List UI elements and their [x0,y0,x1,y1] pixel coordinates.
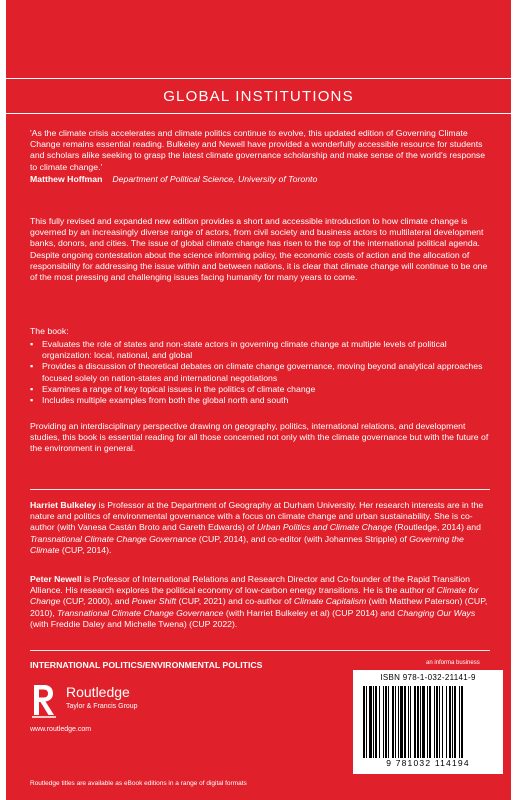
barcode-bar [434,686,435,758]
barcode-bar [408,686,409,758]
isbn-label: ISBN 978-1-032-21141-9 [380,673,476,682]
the-book-label: The book: [30,326,69,336]
ebook-footnote: Routledge titles are available as eBook editions in a range of digital formats [30,780,247,787]
quote-author: Matthew Hoffman [30,173,103,184]
barcode-bar [452,686,453,758]
feature-item: ▪ Provides a discussion of theoretical debates on climate change governance, moving beyond analytical approaches focused solely on nation-states and international negotiations [30,361,490,383]
barcode-bar [410,686,411,758]
barcode-bar [420,686,421,758]
barcode-bar [392,686,394,758]
barcode-bar [449,686,451,758]
barcode-bar [427,686,428,758]
barcode-icon [361,686,495,758]
barcode-bar [442,686,443,758]
barcode-bar [461,686,463,758]
feature-item: ▪ Examines a range of key topical issues in the politics of climate change [30,384,490,395]
feature-item: ▪ Includes multiple examples from both the global north and south [30,395,490,406]
series-title: GLOBAL INSTITUTIONS [163,87,354,105]
author-name: Peter Newell [30,574,82,584]
author-bio-bulkeley: Harriet Bulkeley is Professor at the Department of Geography at Durham University. Her research interests are in the nature and politics of environmental governance with a focus on climate change and urban sustainability. She is co-author (with Vanesa Castán Broto and Gareth Edwards) of Urban Politics and Climate Change (Routledge, 2014) and Transnational Climate Change Governance (CUP, 2014), and co-editor (with Johannes Stripple) of Governing the Climate (CUP, 2014). [30,500,484,555]
barcode-bar [417,686,419,758]
barcode-bar [373,686,374,758]
barcode-number: 9 781032 114194 [386,758,470,768]
informa-tag: an informa business [426,660,480,666]
barcode-bar [436,686,438,758]
back-cover [6,0,511,800]
routledge-logo-icon [30,681,58,719]
publisher-logo [30,681,160,721]
barcode-bar [439,686,440,758]
audience-paragraph: Providing an interdisciplinary perspective drawing on geography, politics, international relations, and development studies, this book is essential reading for all those concerned not only with the climate governance but with the future of the environment in general. [30,421,489,454]
barcode-bar [429,686,431,758]
barcode-bar [414,686,416,758]
barcode-panel [353,670,503,774]
barcode-bar [379,686,380,758]
divider [30,489,490,490]
barcode-bar [404,686,406,758]
barcode-bar [459,686,460,758]
publisher-name: Routledge [66,684,130,700]
barcode-bar [369,686,372,758]
quote-text: 'As the climate crisis accelerates and climate politics continue to evolve, this updated edition of Governing Climate Change remains essential reading. Bulkeley and Newell have provided a wonderfully accessible resource for students and scholars alike seeking to grasp the latest climate governance scholarship and make sense of the world's response to climate change.' [30,128,486,172]
author-bio-newell: Peter Newell is Professor of International Relations and Research Director and Co-founder of the Rapid Transition Alliance. His research explores the political economy of low-carbon energy transitions. He is the author of Climate for Change (CUP, 2000), and Power Shift (CUP, 2021) and co-author of Climate Capitalism (with Matthew Paterson) (CUP, 2010), Transnational Climate Change Governance (with Harriet Bulkeley et al) (CUP 2014) and Changing Our Ways (with Freddie Daley and Michelle Twena) (CUP 2022). [30,574,488,629]
author-name: Harriet Bulkeley [30,500,97,510]
publisher-group: Taylor & Francis Group [66,703,138,710]
barcode-bar [400,686,403,758]
feature-list [30,339,490,406]
barcode-bar [422,686,425,758]
subject-category: INTERNATIONAL POLITICS/ENVIRONMENTAL POLITICS [30,660,263,670]
barcode-bar [454,686,456,758]
barcode-bar [395,686,396,758]
barcode-bar [385,686,387,758]
quote-attribution [30,174,490,185]
quote-affiliation: Department of Political Science, University of Toronto [112,173,318,184]
endorsement-quote [30,128,490,185]
series-banner [6,78,511,114]
barcode-bar [383,686,384,758]
feature-item: ▪ Evaluates the role of states and non-state actors in governing climate change at multiple levels of political organization: local, national, and global [30,339,490,361]
barcode-bar [388,686,389,758]
barcode-bar [363,686,365,758]
barcode-bar [366,686,367,758]
divider [30,650,490,651]
barcode-bar [446,686,447,758]
publisher-website: www.routledge.com [30,726,92,733]
book-description: This fully revised and expanded new edition provides a short and accessible introduction to how climate change is governed by an increasingly diverse range of actors, from civil society and business actors to multilateral development banks, donors, and cities. The issue of global climate change has risen to the top of the international political agenda. Despite ongoing contestation about the science informing policy, the economic costs of action and the allocation of responsibility for addressing the issue within and between nations, it is clear that climate change will continue to be one of the most pressing and challenging issues facing humanity for many years to come. [30,216,488,283]
barcode-bar [375,686,377,758]
barcode-bar [398,686,399,758]
